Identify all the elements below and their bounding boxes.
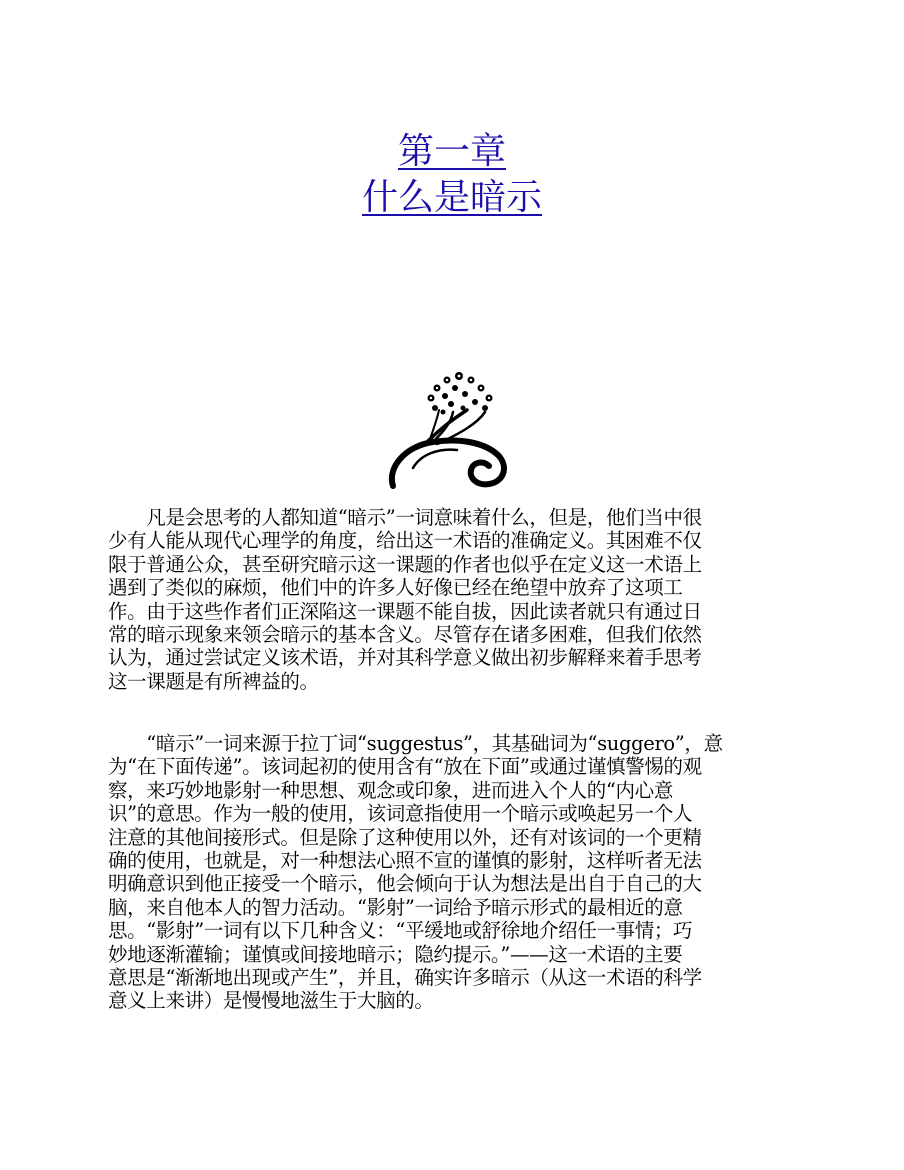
paragraph-2 <box>108 732 798 1013</box>
text-line: 确的使用，也就是，对一种想法心照不宣的谨慎的影射，这样听者无法 <box>108 849 702 873</box>
chapter-topic-title[interactable]: 什么是暗示 <box>361 177 542 218</box>
text-line: 脑，来自他本人的智力活动。“影射”一词给予暗示形式的最相近的意 <box>108 895 683 919</box>
paragraph-1 <box>108 506 798 693</box>
text-line: 为“在下面传递”。该词起初的使用含有“放在下面”或通过谨慎警惕的观 <box>108 755 702 779</box>
text-line: 思。“影射”一词有以下几种含义：“平缓地或舒徐地介绍任一事情；巧 <box>108 919 693 943</box>
text-line: “暗示”一词来源于拉丁词“suggestus”，其基础词为“suggero”，意 <box>108 732 723 755</box>
text-line: 意思是“渐渐地出现或产生”，并且，确实许多暗示（从这一术语的科学 <box>108 966 702 990</box>
text-line: 明确意识到他正接受一个暗示，他会倾向于认为想法是出自于自己的大 <box>108 872 702 896</box>
text-line: 识”的意思。作为一般的使用，该词意指使用一个暗示或唤起另一个人 <box>108 802 693 826</box>
text-line: 意义上来讲）是慢慢地滋生于大脑的。 <box>108 989 434 1013</box>
text-line: 常的暗示现象来领会暗示的基本含义。尽管存在诸多困难，但我们依然 <box>108 623 702 647</box>
chapter-number-title[interactable]: 第一章 <box>397 131 506 172</box>
text-line: 作。由于这些作者们正深陷这一课题不能自拔，因此读者就只有通过日 <box>108 599 702 623</box>
text-line: 少有人能从现代心理学的角度，给出这一术语的准确定义。其困难不仅 <box>108 529 702 553</box>
text-line: 遇到了类似的麻烦，他们中的许多人好像已经在绝望中放弃了这项工 <box>108 576 683 600</box>
text-line: 妙地逐渐灌输；谨慎或间接地暗示；隐约提示。”——这一术语的主要 <box>108 942 683 966</box>
text-line: 限于普通公众，甚至研究暗示这一课题的作者也似乎在定义这一术语上 <box>108 552 702 576</box>
text-line: 注意的其他间接形式。但是除了这种使用以外，还有对该词的一个更精 <box>108 825 702 849</box>
text-line: 认为，通过尝试定义该术语，并对其科学意义做出初步解释来着手思考 <box>108 646 702 670</box>
text-line: 这一课题是有所裨益的。 <box>108 669 319 693</box>
text-line: 凡是会思考的人都知道“暗示”一词意味着什么，但是，他们当中很 <box>108 506 702 529</box>
flower-swirl-ornament-icon <box>385 368 513 492</box>
text-line: 察，来巧妙地影射一种思想、观念或印象，进而进入个人的“内心意 <box>108 778 673 802</box>
